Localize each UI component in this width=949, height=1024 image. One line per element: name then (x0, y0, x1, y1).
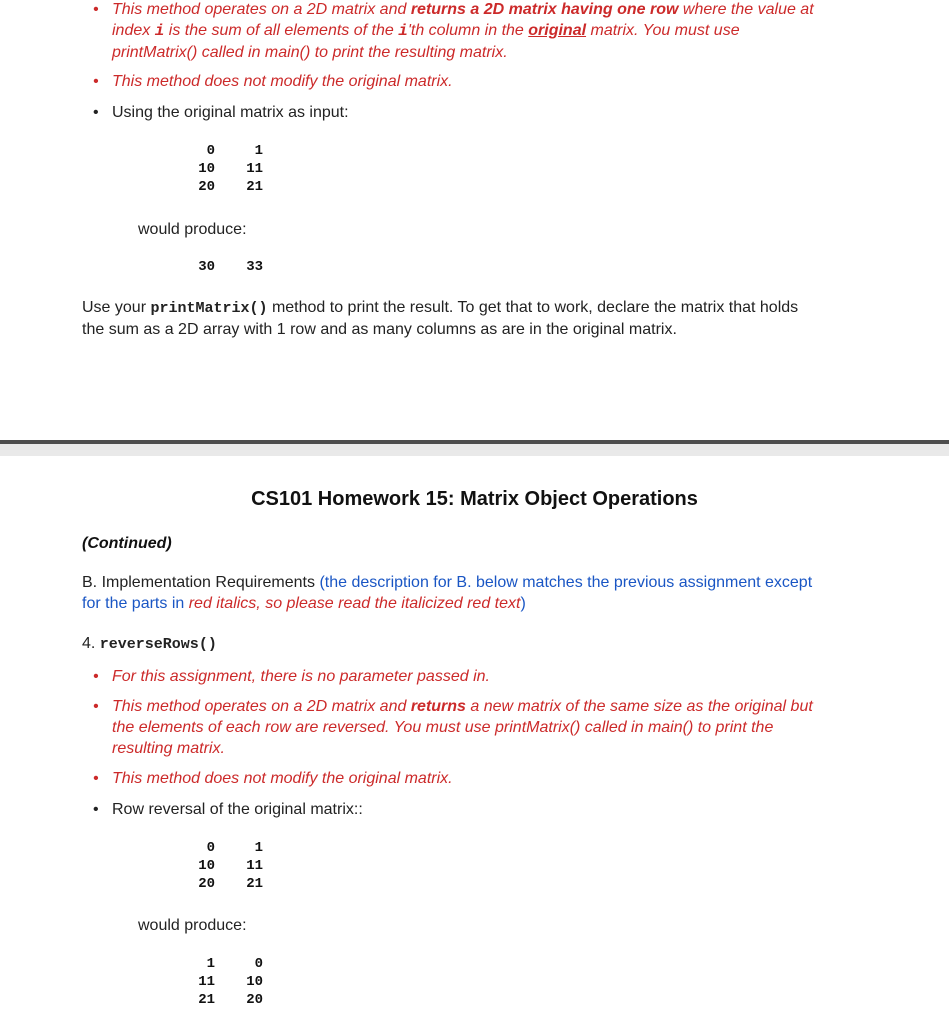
matrix-cell: 20 (198, 179, 215, 195)
matrix-cell: 1 (254, 840, 263, 856)
bullet-original-input: Using the original matrix as input: (112, 104, 349, 121)
text-run: the elements of each row are reversed. You must use printMatrix() called in main() to print the (112, 719, 774, 736)
table-row (193, 142, 263, 160)
bullet-method-description (112, 0, 892, 63)
matrix-cell: 21 (198, 992, 215, 1008)
matrix-cell: 0 (206, 840, 215, 856)
text-run: This method operates on a 2D matrix and (112, 698, 411, 715)
text-run: resulting matrix. (112, 740, 225, 757)
matrix-cell: 0 (254, 956, 263, 972)
text-run: where the value at (678, 1, 814, 18)
matrix-cell: 21 (246, 179, 263, 195)
bold-text: returns (410, 698, 466, 715)
bullet-marker: • (93, 1, 99, 18)
continued-label: (Continued) (82, 535, 172, 552)
code-i: i (154, 22, 165, 40)
bullet-marker: • (93, 698, 99, 715)
matrix-cell: 1 (254, 143, 263, 159)
bullet-marker: • (93, 801, 99, 818)
matrix-cell: 11 (198, 974, 215, 990)
bullet-row-reversal: Row reversal of the original matrix:: (112, 801, 363, 818)
table-row (193, 973, 263, 991)
matrix-reversed (193, 955, 263, 1009)
would-produce-label: would produce: (138, 917, 247, 934)
page-top (0, 0, 949, 440)
implementation-requirements (82, 572, 922, 614)
text-run: Use your (82, 299, 151, 316)
text-run: matrix. You must use (586, 22, 740, 39)
blue-note: for the parts in (82, 595, 189, 612)
matrix-cell: 33 (246, 259, 263, 275)
code-printmatrix: printMatrix() (150, 300, 268, 317)
text-run: is the sum of all elements of the (164, 22, 399, 39)
underlined-original: original (528, 22, 587, 39)
bold-text: returns a 2D matrix having one row (410, 1, 679, 18)
table-row (193, 857, 263, 875)
table-row (193, 839, 263, 857)
matrix-original (193, 142, 263, 196)
matrix-cell: 10 (198, 858, 215, 874)
matrix-cell: 10 (246, 974, 263, 990)
red-italic-note: red italics, so please read the italicized red text (188, 595, 521, 612)
item-reverse-rows (82, 633, 217, 655)
text-run: 'th column in the (407, 22, 529, 39)
matrix-cell: 11 (246, 858, 263, 874)
code-i: i (398, 22, 408, 40)
blue-note: ) (520, 595, 526, 612)
matrix-cell: 1 (206, 956, 215, 972)
bullet-no-modify: This method does not modify the original matrix. (112, 770, 453, 787)
document-title: CS101 Homework 15: Matrix Object Operations (251, 488, 698, 510)
bullet-marker: • (93, 770, 99, 787)
table-row (193, 258, 263, 276)
text-run: printMatrix() called in main() to print the resulting matrix. (112, 44, 508, 61)
text-run: This method operates on a 2D matrix and (112, 1, 411, 18)
bullet-no-parameter: For this assignment, there is no parameter passed in. (112, 668, 490, 685)
bullet-no-modify: This method does not modify the original matrix. (112, 73, 453, 90)
matrix-column-sum (193, 258, 263, 276)
table-row (193, 991, 263, 1009)
matrix-original (193, 839, 263, 893)
bullet-reverse-description (112, 696, 902, 759)
matrix-cell: 20 (198, 876, 215, 892)
matrix-cell: 11 (246, 161, 263, 177)
text-run: the sum as a 2D array with 1 row and as many columns as are in the original matrix. (82, 321, 677, 338)
item-number: 4. (82, 635, 100, 652)
blue-note: (the description for B. below matches the previous assignment except (319, 574, 813, 591)
bullet-marker: • (93, 668, 99, 685)
matrix-cell: 0 (206, 143, 215, 159)
text-run: method to print the result. To get that to work, declare the matrix that holds (267, 299, 799, 316)
table-row (193, 160, 263, 178)
matrix-cell: 21 (246, 876, 263, 892)
bullet-marker: • (93, 73, 99, 90)
text-run: a new matrix of the same size as the original but (465, 698, 813, 715)
text-run: index (112, 22, 155, 39)
table-row (193, 875, 263, 893)
table-row (193, 178, 263, 196)
would-produce-label: would produce: (138, 221, 247, 238)
code-reverserows: reverseRows() (99, 636, 217, 653)
matrix-cell: 30 (198, 259, 215, 275)
matrix-cell: 20 (246, 992, 263, 1008)
text-run: B. Implementation Requirements (82, 574, 320, 591)
bullet-marker: • (93, 104, 99, 121)
table-row (193, 955, 263, 973)
usage-paragraph (82, 297, 922, 340)
page-divider-line (0, 440, 949, 444)
matrix-cell: 10 (198, 161, 215, 177)
